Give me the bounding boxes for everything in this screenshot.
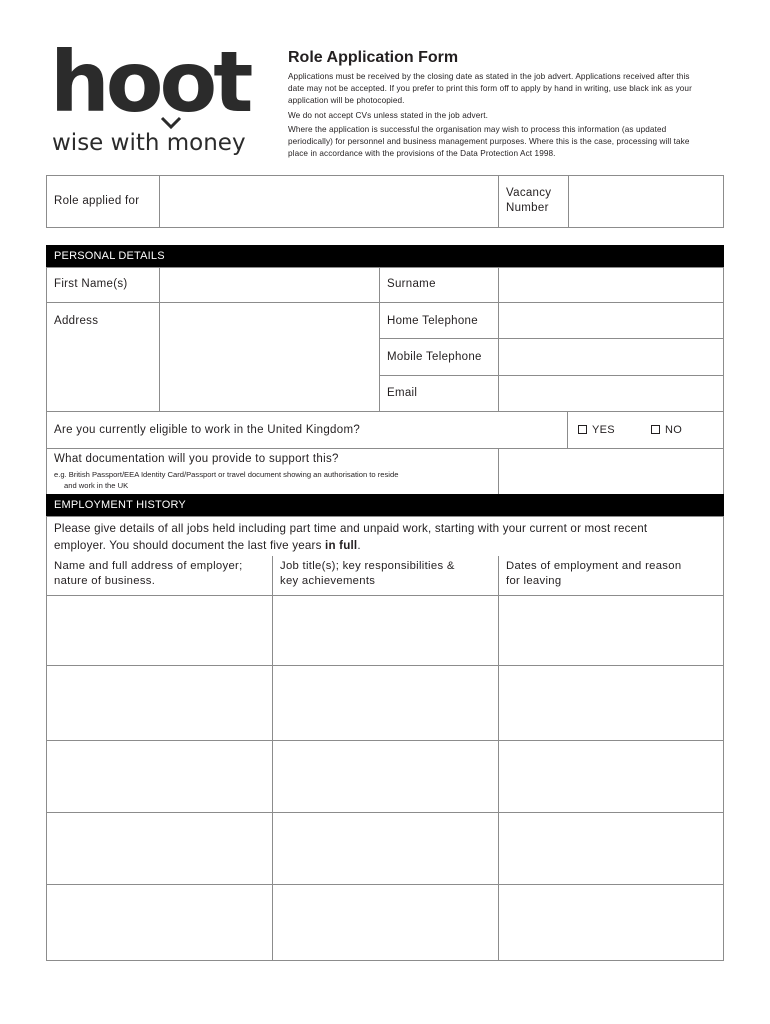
personal-details-heading: PERSONAL DETAILS	[46, 245, 724, 267]
vacancy-number-label: Vacancy Number	[506, 187, 552, 214]
logo-wordmark: hoot	[50, 33, 250, 131]
intro-paragraph: Where the application is successful the organisation may wish to process this information (as updated periodically) for personnel and business management purposes. Where this is the case, processing will take place in accordance with the provisions of the Data Protection Act 1998.	[288, 124, 690, 159]
row-divider	[379, 338, 499, 339]
job-title-cell[interactable]	[273, 666, 498, 740]
eligibility-no-option[interactable]: NO	[643, 424, 690, 436]
column-divider	[567, 411, 568, 449]
documentation-question: What documentation will you provide to support this?	[54, 453, 339, 465]
eligibility-question: Are you currently eligible to work in the United Kingdom?	[54, 424, 361, 436]
documentation-hint: e.g. British Passport/EEA Identity Card/Passport or travel document showing an authorisation to reside and work in the UK	[54, 470, 399, 490]
eligibility-yes-option[interactable]: YES	[570, 424, 623, 436]
job-title-column-header: Job title(s); key responsibilities & key achievements	[280, 560, 455, 587]
yes-checkbox[interactable]	[578, 425, 587, 434]
home-telephone-field[interactable]	[498, 302, 724, 339]
address-field[interactable]	[159, 302, 380, 412]
surname-label: Surname	[387, 278, 436, 290]
page-title: Role Application Form	[288, 49, 459, 66]
intro-paragraph: Applications must be received by the closing date as stated in the job advert. Applications received after this date may not be accepted. If you prefer to print this form off to apply by hand in writing, use black ink as your application will be photocopied.	[288, 72, 692, 106]
dates-column-header: Dates of employment and reason for leaving	[506, 560, 682, 587]
employment-history-heading: EMPLOYMENT HISTORY	[46, 494, 724, 516]
job-title-cell[interactable]	[273, 813, 498, 884]
no-checkbox[interactable]	[651, 425, 660, 434]
employer-cell[interactable]	[47, 666, 272, 740]
dates-cell[interactable]	[499, 813, 723, 884]
email-field[interactable]	[498, 375, 724, 412]
employer-cell[interactable]	[47, 885, 272, 960]
mobile-telephone-field[interactable]	[498, 338, 724, 376]
vacancy-number-field[interactable]	[568, 175, 724, 228]
first-name-field[interactable]	[159, 267, 380, 303]
job-title-cell[interactable]	[273, 885, 498, 960]
job-title-cell[interactable]	[273, 741, 498, 812]
dates-cell[interactable]	[499, 741, 723, 812]
surname-field[interactable]	[498, 267, 724, 303]
role-applied-label: Role applied for	[54, 195, 140, 207]
employer-column-header: Name and full address of employer; nature of business.	[54, 560, 243, 587]
intro-paragraph: We do not accept CVs unless stated in the job advert.	[288, 110, 488, 120]
row-divider	[46, 302, 159, 303]
employer-cell[interactable]	[47, 741, 272, 812]
home-telephone-label: Home Telephone	[387, 315, 478, 327]
dates-cell[interactable]	[499, 596, 723, 665]
role-applied-field[interactable]	[159, 175, 499, 228]
logo-chevron-icon	[160, 116, 182, 130]
dates-cell[interactable]	[499, 666, 723, 740]
intro-text	[288, 71, 708, 162]
mobile-telephone-label: Mobile Telephone	[387, 351, 482, 363]
row-divider	[379, 302, 499, 303]
row-divider	[379, 375, 499, 376]
employer-cell[interactable]	[47, 813, 272, 884]
address-label: Address	[54, 315, 99, 327]
employment-instructions: Please give details of all jobs held including part time and unpaid work, starting with your current or most recent employer. You should document the last five years in full.	[54, 522, 648, 552]
employer-cell[interactable]	[47, 596, 272, 665]
documentation-field[interactable]	[498, 448, 724, 496]
logo-tagline: wise with money	[52, 130, 246, 156]
email-label: Email	[387, 387, 418, 399]
first-name-label: First Name(s)	[54, 278, 128, 290]
dates-cell[interactable]	[499, 885, 723, 960]
logo	[50, 33, 265, 160]
job-title-cell[interactable]	[273, 596, 498, 665]
